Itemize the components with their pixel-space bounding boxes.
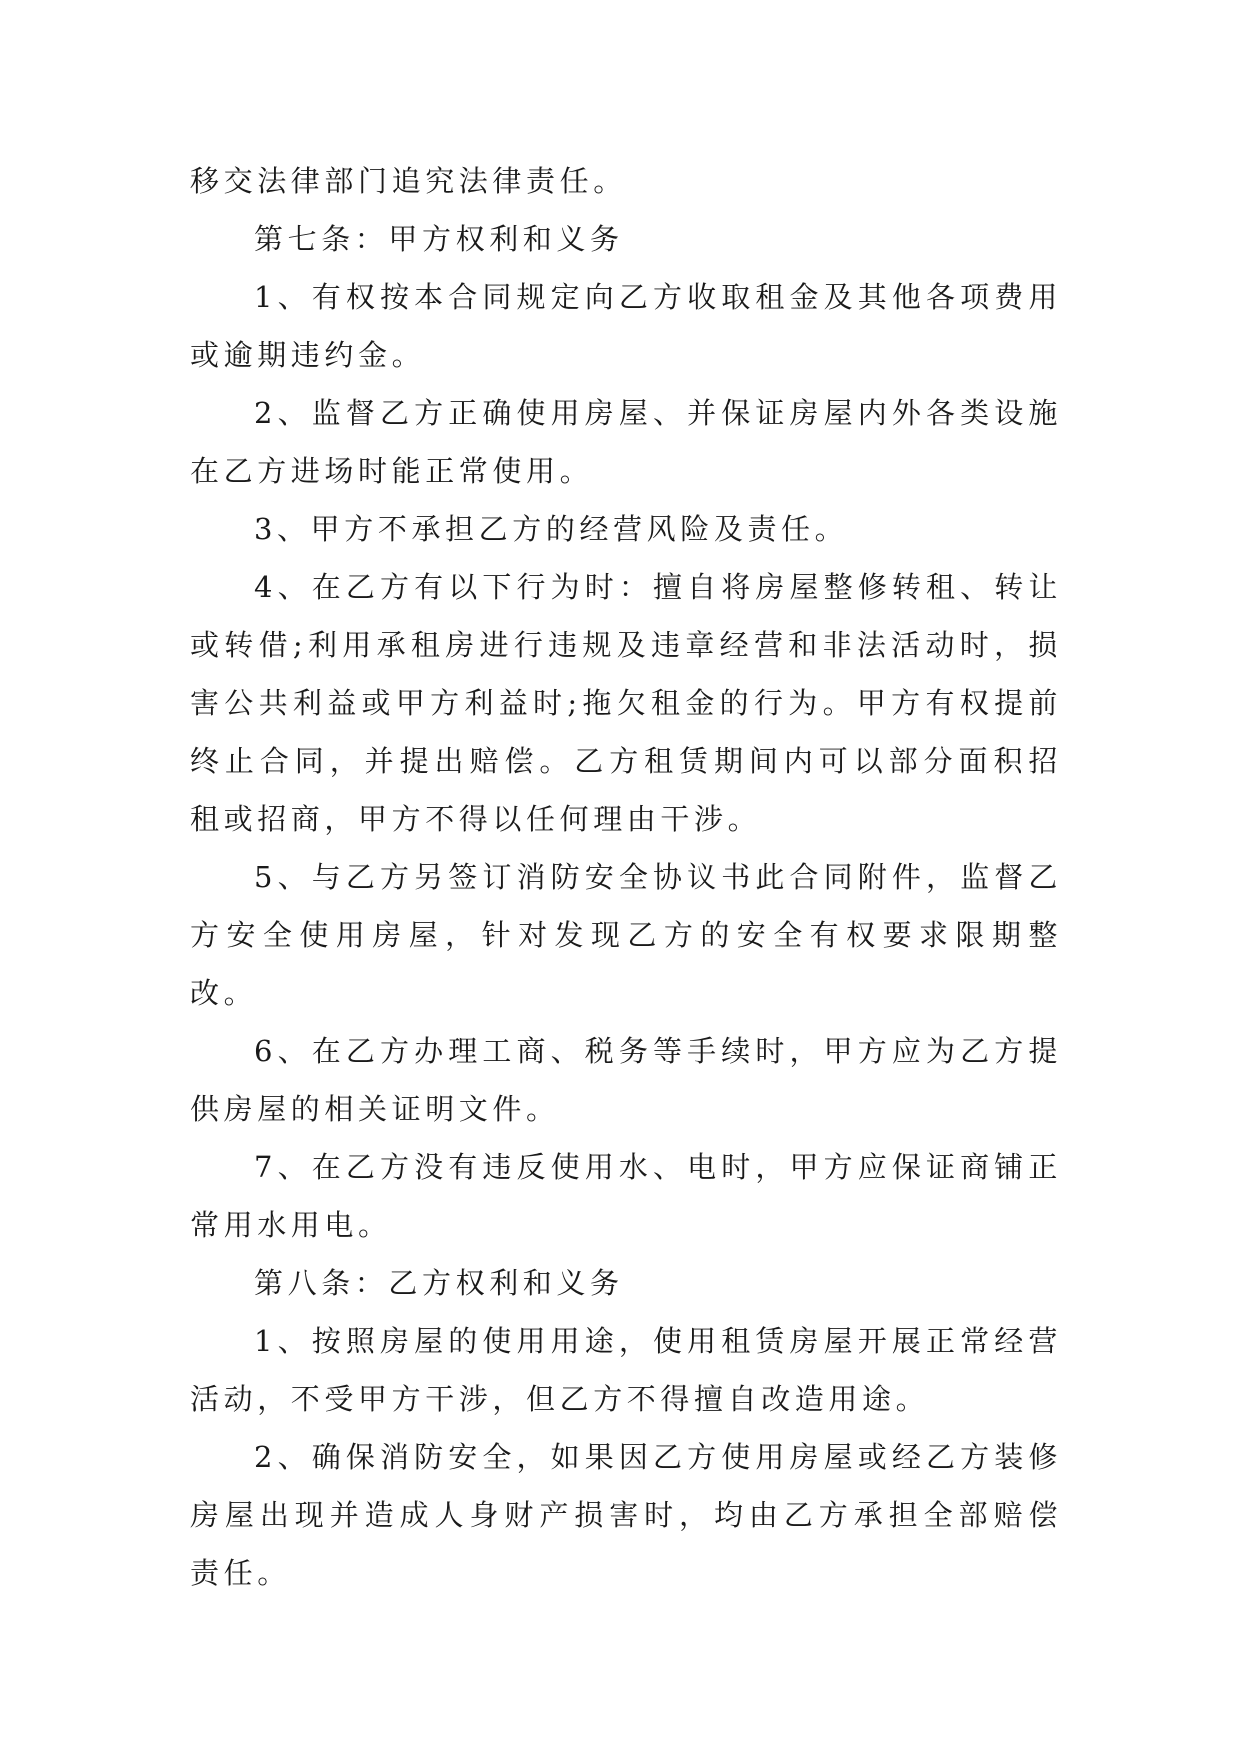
- article-7-heading: 第七条：甲方权利和义务: [254, 222, 624, 256]
- paragraph-continuation: 移交法律部门追究法律责任。: [190, 164, 627, 198]
- article-7-clause-7: 7、在乙方没有违反使用水、电时，甲方应保证商铺正常用水用电。: [190, 1150, 1062, 1242]
- article-7-clause-3: 3、甲方不承担乙方的经营风险及责任。: [254, 512, 849, 546]
- article-7-clause-1: 1、有权按本合同规定向乙方收取租金及其他各项费用或逾期违约金。: [190, 280, 1062, 372]
- article-8-clause-2: 2、确保消防安全，如果因乙方使用房屋或经乙方装修房屋出现并造成人身财产损害时，均由乙方承担全部赔偿责任。: [190, 1440, 1062, 1590]
- article-8-clause-1: 1、按照房屋的使用用途，使用租赁房屋开展正常经营活动，不受甲方干涉，但乙方不得擅自改造用途。: [190, 1324, 1062, 1416]
- article-7-clause-5: 5、与乙方另签订消防安全协议书此合同附件，监督乙方安全使用房屋，针对发现乙方的安全有权要求限期整改。: [190, 860, 1062, 1010]
- article-7-clause-6: 6、在乙方办理工商、税务等手续时，甲方应为乙方提供房屋的相关证明文件。: [190, 1034, 1062, 1126]
- article-7-clause-2: 2、监督乙方正确使用房屋、并保证房屋内外各类设施在乙方进场时能正常使用。: [190, 396, 1062, 488]
- article-7-clause-4: 4、在乙方有以下行为时：擅自将房屋整修转租、转让或转借;利用承租房进行违规及违章经营和非法活动时，损害公共利益或甲方利益时;拖欠租金的行为。甲方有权提前终止合同，并提出赔偿。乙方租赁期间内可以部分面积招租或招商，甲方不得以任何理由干涉。: [190, 570, 1062, 836]
- document-body: [190, 152, 1062, 1602]
- article-8-heading: 第八条：乙方权利和义务: [254, 1266, 624, 1300]
